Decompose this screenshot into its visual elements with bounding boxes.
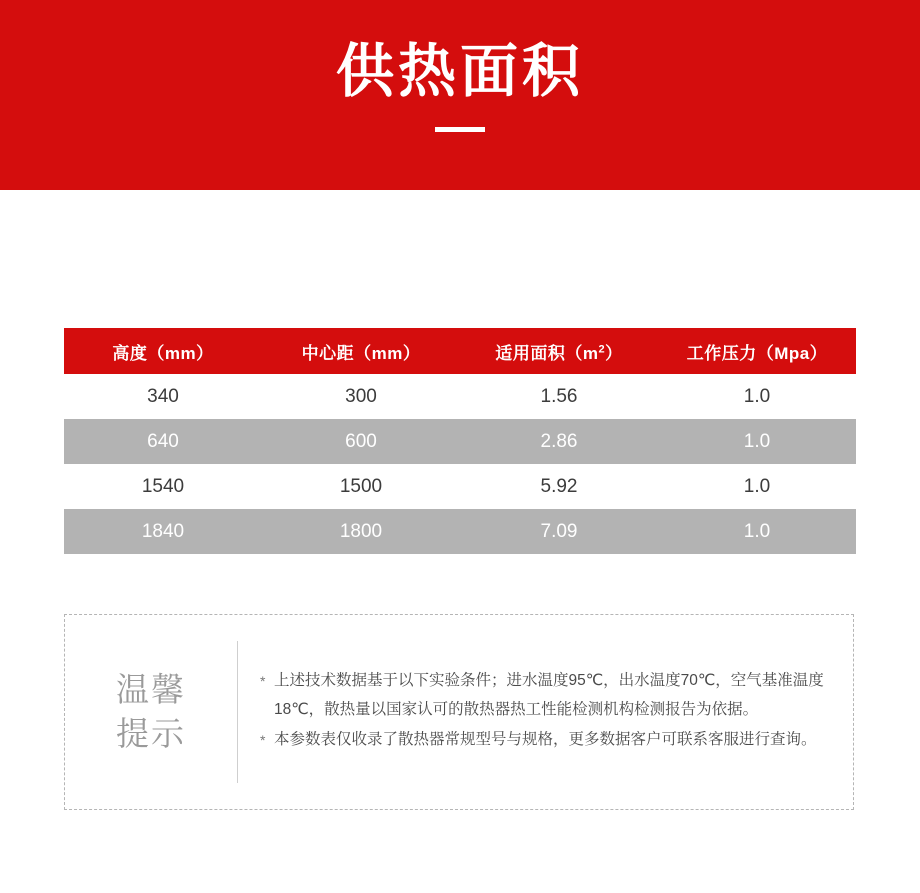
notice-label [65, 668, 237, 755]
cell-center-distance: 1500 [262, 464, 460, 509]
table-row [64, 509, 856, 554]
table-body [64, 374, 856, 554]
column-header-center-distance: 中心距（mm） [262, 328, 460, 374]
cell-working-pressure: 1.0 [658, 464, 856, 509]
footer-whitespace [0, 810, 920, 893]
notice-box [64, 614, 854, 810]
notice-label-line2: 提示 [116, 714, 186, 753]
asterisk-icon: * [260, 672, 266, 689]
applicable-area-text-close: ） [605, 343, 623, 363]
table-row [64, 419, 856, 464]
cell-center-distance: 600 [262, 419, 460, 464]
notice-label-line1: 温馨 [116, 670, 186, 710]
notice-body [238, 667, 853, 757]
column-header-height: 高度（mm） [64, 328, 262, 374]
area-unit-superscript: 2 [598, 342, 606, 355]
header-banner [0, 0, 920, 190]
page-title: 供热面积 [335, 37, 584, 105]
cell-applicable-area: 5.92 [460, 464, 658, 509]
table-header [64, 328, 856, 374]
column-header-applicable-area [460, 328, 658, 374]
cell-applicable-area: 2.86 [460, 419, 658, 464]
notice-item [260, 667, 829, 724]
table-row [64, 374, 856, 419]
notice-item-text: 本参数表仅收录了散热器常规型号与规格，更多数据客户可联系客服进行查询。 [274, 731, 817, 749]
cell-height: 640 [64, 419, 262, 464]
table-row [64, 464, 856, 509]
cell-working-pressure: 1.0 [658, 374, 856, 419]
applicable-area-text: 适用面积（m [495, 343, 599, 363]
cell-working-pressure: 1.0 [658, 419, 856, 464]
cell-working-pressure: 1.0 [658, 509, 856, 554]
cell-height: 1840 [64, 509, 262, 554]
cell-center-distance: 300 [262, 374, 460, 419]
spec-table-container [64, 328, 856, 554]
column-header-working-pressure: 工作压力（Mpa） [658, 328, 856, 374]
cell-applicable-area: 7.09 [460, 509, 658, 554]
notice-item-text: 上述技术数据基于以下实验条件；进水温度95℃，出水温度70℃，空气基准温度18℃，散热量以国家认可的散热器热工性能检测机构检测报告为依据。 [274, 671, 824, 718]
cell-height: 340 [64, 374, 262, 419]
cell-center-distance: 1800 [262, 509, 460, 554]
spec-table [64, 328, 856, 554]
cell-applicable-area: 1.56 [460, 374, 658, 419]
title-underline-rule [435, 127, 485, 132]
table-header-row [64, 328, 856, 374]
cell-height: 1540 [64, 464, 262, 509]
asterisk-icon: * [260, 732, 266, 749]
notice-item [260, 726, 829, 755]
